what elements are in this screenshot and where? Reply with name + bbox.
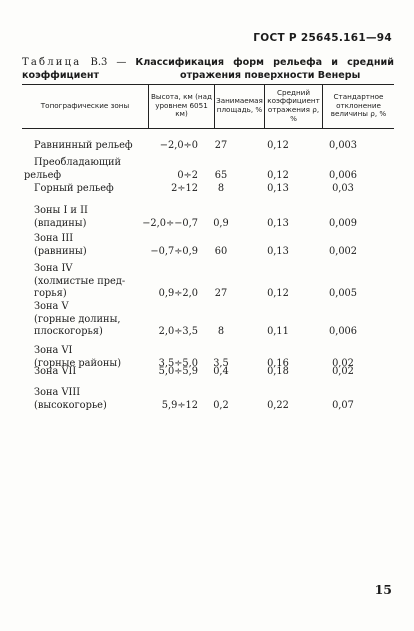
height-value: 5,0÷5,9 bbox=[158, 366, 198, 377]
std-value: 0,006 bbox=[328, 326, 358, 337]
height-value: 5,9÷12 bbox=[161, 399, 198, 411]
caption-dash: — bbox=[116, 57, 127, 68]
zone-name-line: Зона VIII bbox=[34, 387, 81, 398]
zone-name bbox=[24, 157, 142, 182]
zone-name bbox=[24, 301, 142, 339]
area-value: 65 bbox=[214, 169, 228, 181]
std-value: 0,02 bbox=[332, 366, 354, 377]
std-value: 0,005 bbox=[328, 288, 358, 299]
zone-name bbox=[24, 183, 142, 196]
area-value: 8 bbox=[217, 326, 225, 337]
zone-name bbox=[24, 140, 142, 153]
coef-value: 0,12 bbox=[267, 140, 289, 151]
zone-name-line: (высокогорье) bbox=[34, 399, 107, 411]
zone-name-line: Зона IV bbox=[34, 263, 73, 274]
std-value: 0,07 bbox=[332, 399, 354, 411]
area-value: 0,4 bbox=[213, 366, 229, 377]
height-value: −2,0÷−0,7 bbox=[142, 217, 198, 229]
zone-name-line: Зона VI bbox=[34, 345, 73, 356]
coef-value: 0,12 bbox=[267, 169, 289, 181]
zone-name bbox=[24, 366, 142, 379]
std-value: 0,02 bbox=[332, 357, 354, 369]
zone-name bbox=[24, 387, 142, 412]
coef-value: 0,18 bbox=[267, 366, 289, 377]
zone-name-line: горья) bbox=[34, 288, 67, 299]
header-height: Высота, км (над уровнем 6051 км) bbox=[150, 92, 213, 119]
zone-name-line: Горный рельеф bbox=[34, 183, 114, 194]
coef-value: 0,11 bbox=[267, 326, 289, 337]
area-value: 27 bbox=[214, 288, 228, 299]
std-value: 0,009 bbox=[328, 217, 358, 229]
height-value: −0,7÷0,9 bbox=[150, 245, 198, 257]
table-top-rule bbox=[22, 84, 394, 85]
area-value: 8 bbox=[217, 183, 225, 194]
zone-name-line: рельеф bbox=[24, 169, 62, 181]
zone-name-line: (холмистые пред- bbox=[34, 275, 126, 287]
std-value: 0,002 bbox=[328, 245, 358, 257]
zone-name-line: (впадины) bbox=[34, 217, 87, 229]
zone-name bbox=[24, 233, 142, 258]
header-std: Стандартное отклонение величины ρ, % bbox=[330, 92, 387, 119]
height-value: −2,0÷0 bbox=[159, 140, 198, 151]
std-value: 0,03 bbox=[332, 183, 354, 194]
zone-name-line: Зона VII bbox=[34, 366, 77, 377]
zone-name-line: (горные долины, bbox=[34, 313, 121, 325]
zone-name-line: Зона III bbox=[34, 233, 74, 244]
caption-label: Таблица bbox=[22, 57, 82, 68]
caption-number: В.3 bbox=[90, 57, 108, 68]
area-value: 0,9 bbox=[213, 217, 229, 229]
height-value: 2,0÷3,5 bbox=[158, 326, 198, 337]
height-value: 0,9÷2,0 bbox=[158, 288, 198, 299]
zone-name-line: Равнинный рельеф bbox=[34, 140, 133, 151]
header-coef: Средний коэффициент отражения ρ, % bbox=[267, 87, 320, 123]
coef-value: 0,13 bbox=[267, 217, 289, 229]
header-area: Занимаемая площадь, % bbox=[216, 96, 263, 114]
std-value: 0,003 bbox=[328, 140, 358, 151]
height-value: 3,5÷5,0 bbox=[158, 357, 198, 369]
caption-title-line2: отражения поверхности Венеры bbox=[180, 70, 361, 81]
zone-name-line: Зоны I и II bbox=[34, 205, 88, 216]
area-value: 3,5 bbox=[213, 357, 229, 369]
std-value: 0,006 bbox=[328, 169, 358, 181]
coef-value: 0,22 bbox=[267, 399, 289, 411]
area-value: 0,2 bbox=[213, 399, 229, 411]
table-header-rule bbox=[22, 128, 394, 129]
area-value: 27 bbox=[214, 140, 228, 151]
caption-title-line1: Классификация форм рельефа и средний коэффициент bbox=[22, 57, 394, 81]
page-number: 15 bbox=[374, 582, 392, 597]
zone-name-line: Зона V bbox=[34, 301, 69, 312]
area-value: 60 bbox=[214, 245, 228, 257]
height-value: 2÷12 bbox=[171, 183, 198, 194]
coef-value: 0,16 bbox=[267, 357, 289, 369]
zone-name bbox=[24, 205, 142, 230]
standard-code: ГОСТ Р 25645.161—94 bbox=[253, 32, 392, 44]
coef-value: 0,13 bbox=[267, 183, 289, 194]
zone-name-line: плоскогорья) bbox=[34, 326, 103, 337]
coef-value: 0,12 bbox=[267, 288, 289, 299]
height-value: 0÷2 bbox=[177, 169, 198, 181]
coef-value: 0,13 bbox=[267, 245, 289, 257]
zone-name bbox=[24, 263, 142, 301]
zone-name-line: (равнины) bbox=[34, 245, 87, 257]
zone-name-line: (горные районы) bbox=[34, 357, 122, 369]
header-zones: Топографические зоны bbox=[40, 100, 130, 110]
zone-name-line: Преобладающий bbox=[34, 157, 122, 168]
